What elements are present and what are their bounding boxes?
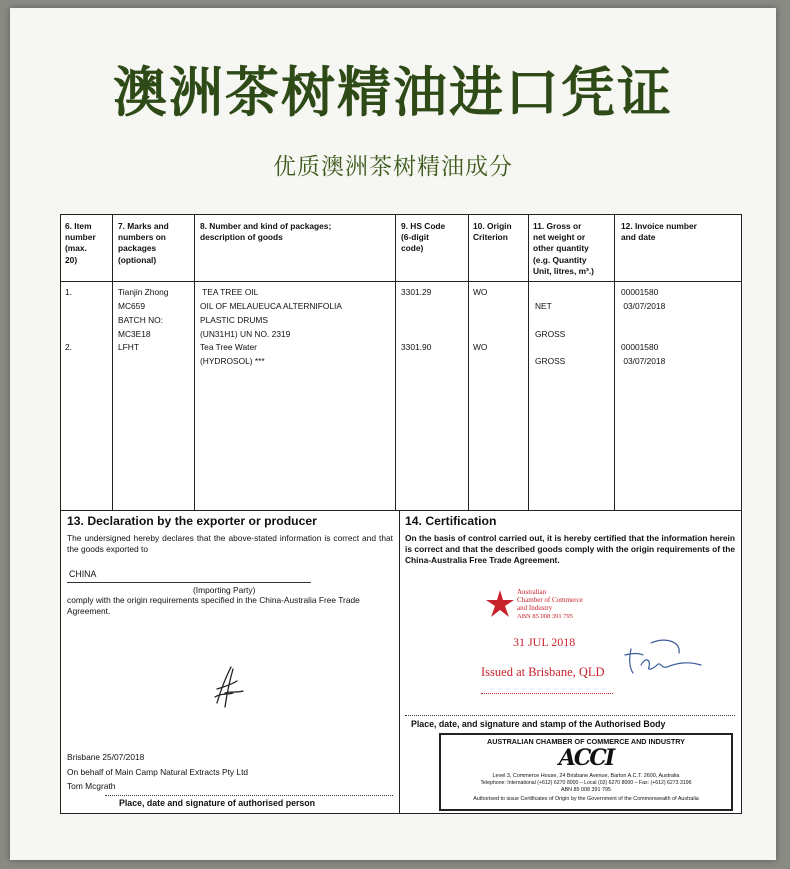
chamber-abn: ABN 85 008 391 795: [517, 613, 573, 620]
col-hs: [396, 215, 469, 510]
acci-stamp: [439, 733, 733, 811]
stamp-address: Level 3, Commerce House, 24 Brisbane Avenue, Barton A.C.T. 2600, Australia: [492, 773, 680, 779]
page-subtitle: 优质澳洲茶树精油成分: [273, 154, 513, 180]
header-divider: [61, 281, 741, 282]
item1-hs-code: 3301.29: [401, 287, 432, 297]
header-gross: 11. Gross or net weight or other quantity (e.g. Quantity Unit, litres, m³.): [533, 221, 594, 276]
item1-marks-3: BATCH NO:: [118, 315, 163, 325]
header-invoice: 12. Invoice number and date: [621, 221, 697, 243]
importing-country: CHINA: [69, 569, 97, 579]
item1-marks-4: MC3E18: [118, 329, 151, 339]
stamp-phone: Telephone: International (+612) 6270 8000 – Local (02) 6270 8000 – Fax: (+612) 6273 3196: [480, 780, 692, 786]
chamber-line-1: Australian: [517, 588, 547, 596]
declaration-title: 13. Declaration by the exporter or producer: [67, 514, 317, 528]
certification-date-stamp: 31 JUL 2018: [513, 635, 576, 649]
item1-desc-4: (UN31H1) UN NO. 2319: [200, 329, 291, 339]
stamp-authorised: Authorised to issue Certificates of Origin by the Government of the Commonwealth of Australia: [473, 796, 699, 802]
chamber-line-3: and Industry: [517, 604, 553, 612]
item1-invoice: 00001580: [621, 287, 659, 297]
authority-signature: [621, 635, 705, 681]
item2-invoice: 00001580: [621, 342, 659, 352]
declaration-behalf: On behalf of Main Camp Natural Extracts Pty Ltd: [67, 767, 249, 777]
certification-title: 14. Certification: [405, 514, 497, 528]
certification-footer: Place, date, and signature and stamp of the Authorised Body: [411, 719, 666, 729]
issued-dotted-line: [481, 693, 613, 694]
header-origin: 10. Origin Criterion: [473, 221, 512, 243]
item2-hs-code: 3301.90: [401, 342, 432, 352]
item1-qty-gross: GROSS: [535, 329, 566, 339]
item1-qty-net: NET: [535, 301, 552, 311]
header-marks: 7. Marks and numbers on packages (optional): [118, 221, 169, 265]
declaration-dotted-line: [105, 795, 393, 796]
item2-desc-2: (HYDROSOL) ***: [200, 356, 265, 366]
item1-desc-3: PLASTIC DRUMS: [200, 315, 268, 325]
item1-origin: WO: [473, 287, 488, 297]
item2-number: 2.: [65, 342, 72, 352]
importing-line: [67, 582, 311, 583]
declaration-footer: Place, date and signature of authorised person: [119, 798, 316, 808]
stamp-heading: AUSTRALIAN CHAMBER OF COMMERCE AND INDUSTRY: [487, 737, 685, 746]
chamber-line-2: Chamber of Commerce: [517, 596, 583, 604]
chamber-star-icon: [485, 589, 515, 619]
item2-desc-1: Tea Tree Water: [200, 342, 257, 352]
item1-date: 03/07/2018: [621, 301, 666, 311]
header-item: 6. Item number (max. 20): [65, 221, 96, 265]
importing-party-label: (Importing Party): [193, 585, 256, 595]
declaration-text-2: comply with the origin requirements specified in the China-Australia Free Trade Agreement.: [67, 595, 360, 616]
stamp-abn: ABN 85 008 391 795: [560, 787, 612, 793]
item2-date: 03/07/2018: [621, 356, 666, 366]
section-divider: [61, 510, 741, 511]
item1-marks-2: MC659: [118, 301, 145, 311]
certificate-sheet: [10, 8, 776, 860]
item1-desc-1: TEA TREE OIL: [200, 287, 259, 297]
header-hs-code: 9. HS Code (6-digit code): [401, 221, 446, 254]
declaration-name: Tom Mcgrath: [67, 781, 116, 791]
certification-text: On the basis of control carried out, it is hereby certified that the information herein is correct and that the described goods comply with the origin requirements of the China-Australia Free Trade Agreement.: [405, 533, 735, 565]
certificate-form: [60, 214, 742, 814]
exporter-signature: [203, 663, 251, 711]
item2-marks: LFHT: [118, 342, 139, 352]
item1-marks-1: Tianjin Zhong: [118, 287, 169, 297]
acci-logo: ACCI: [558, 745, 614, 771]
item2-qty-gross: GROSS: [535, 356, 566, 366]
issued-at-stamp: Issued at Brisbane, QLD: [481, 665, 605, 679]
declaration-place-date: Brisbane 25/07/2018: [67, 752, 145, 762]
item2-origin: WO: [473, 342, 488, 352]
page-title: 澳洲茶树精油进口凭证: [113, 60, 673, 124]
lower-column-divider: [399, 510, 400, 813]
certification-dotted-line: [405, 715, 735, 716]
col-origin: [469, 215, 529, 510]
item1-desc-2: OIL OF MELAUEUCA ALTERNIFOLIA: [200, 301, 342, 311]
header-packages: 8. Number and kind of packages; description of goods: [200, 221, 332, 243]
declaration-text: The undersigned hereby declares that the above-stated information is correct and that the goods exported to: [67, 533, 393, 554]
item1-number: 1.: [65, 287, 72, 297]
